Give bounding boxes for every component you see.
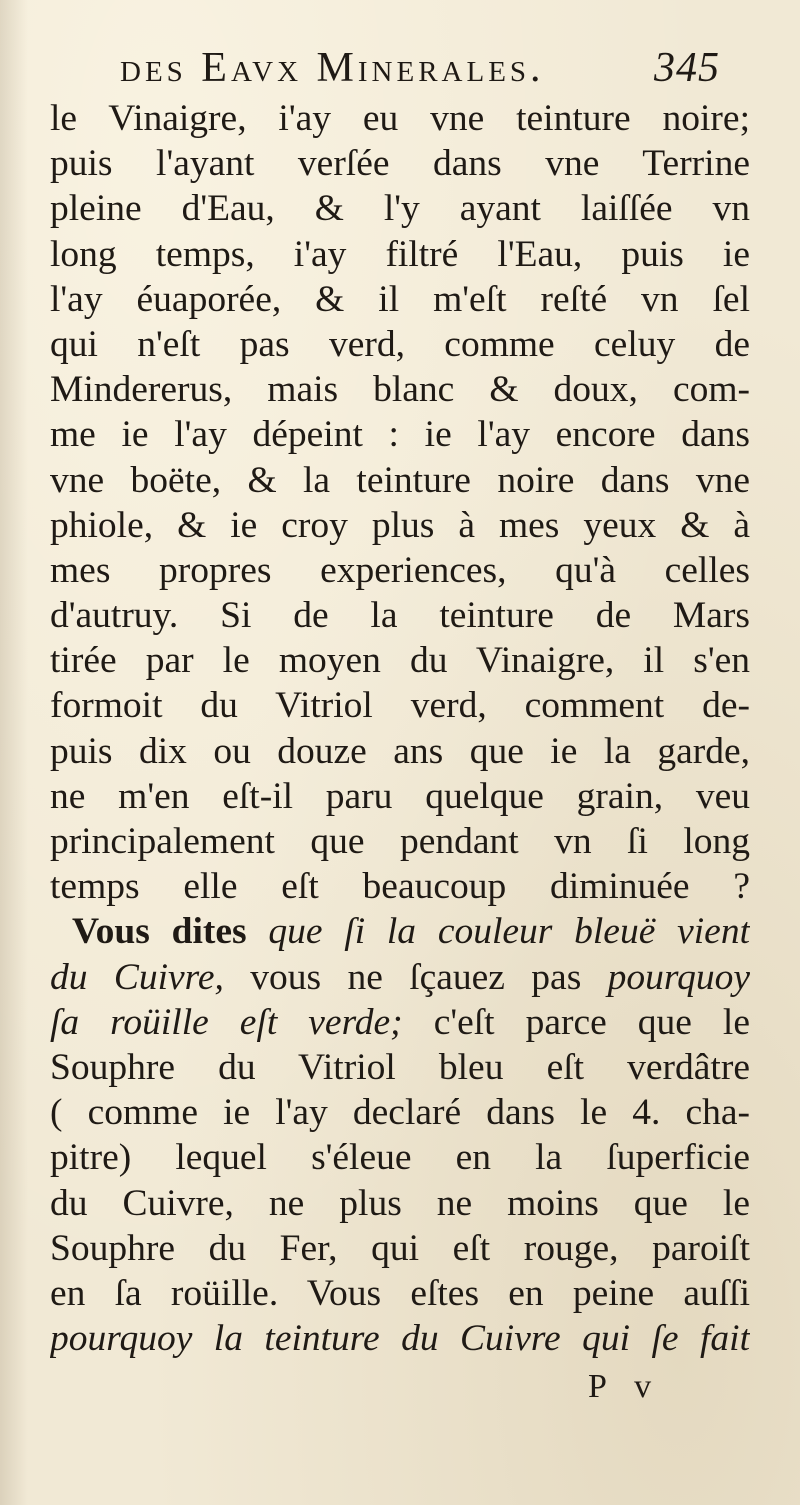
text-line: pourquoy la teinture du Cuivre qui ſe fait <box>50 1318 750 1360</box>
text-run: vous ne ſçauez pas <box>250 956 582 998</box>
italic-run: que ſi la couleur bleuë vient <box>268 911 750 953</box>
text-line: vne boëte, & la teinture noire dans vne <box>50 459 750 501</box>
body-text <box>50 96 750 1361</box>
italic-run: du Cuivre, <box>50 956 224 998</box>
text-line: long temps, i'ay filtré l'Eau, puis ie <box>50 233 750 275</box>
text-line: qui n'eſt pas verd, comme celuy de <box>50 323 750 365</box>
text-line: puis l'ayant verſée dans vne Terrine <box>50 143 750 185</box>
text-line <box>50 909 750 954</box>
text-run: c'eſt parce que le <box>433 1001 750 1043</box>
text-line: temps elle eſt beaucoup diminuée ? <box>50 866 750 908</box>
text-line <box>50 955 750 1000</box>
signature-mark: P v <box>588 1368 662 1405</box>
text-line: tirée par le moyen du Vinaigre, il s'en <box>50 640 750 682</box>
text-line: formoit du Vitriol verd, comment de- <box>50 685 750 727</box>
text-line: ne m'en eſt-il paru quelque grain, veu <box>50 775 750 817</box>
text-line: Souphre du Fer, qui eſt rouge, paroiſt <box>50 1227 750 1269</box>
text-line: du Cuivre, ne plus ne moins que le <box>50 1182 750 1224</box>
text-line: pitre) lequel s'éleue en la ſuperficie <box>50 1137 750 1179</box>
running-title: des Eavx Minerales. <box>120 45 545 91</box>
text-line: Souphre du Vitriol bleu eſt verdâtre <box>50 1046 750 1088</box>
italic-run: pourquoy <box>607 956 750 998</box>
text-line: mes propres experiences, qu'à celles <box>50 549 750 591</box>
page-number: 345 <box>654 45 720 91</box>
text-line: en ſa roüille. Vous eſtes en peine auſſi <box>50 1272 750 1314</box>
text-line: principalement que pendant vn ſi long <box>50 821 750 862</box>
text-line <box>50 1000 750 1045</box>
text-line: le Vinaigre, i'ay eu vne teinture noire; <box>50 98 750 139</box>
text-line: pleine d'Eau, & l'y ayant laiſſée vn <box>50 188 750 230</box>
running-header <box>120 40 720 96</box>
italic-run: ſa roüille eſt verde; <box>50 1001 403 1043</box>
text-line: l'ay éuaporée, & il m'eſt reſté vn ſel <box>50 278 750 320</box>
text-line: d'autruy. Si de la teinture de Mars <box>50 595 750 637</box>
page-gutter-shadow <box>0 0 28 1505</box>
text-line: ( comme ie l'ay declaré dans le 4. cha- <box>50 1092 750 1134</box>
text-line: phiole, & ie croy plus à mes yeux & à <box>50 504 750 546</box>
text-line: me ie l'ay dépeint : ie l'ay encore dans <box>50 414 750 456</box>
text-line: puis dix ou douze ans que ie la garde, <box>50 730 750 772</box>
text-line: Mindererus, mais blanc & doux, com- <box>50 369 750 411</box>
text-run: Vous dites <box>72 911 247 953</box>
